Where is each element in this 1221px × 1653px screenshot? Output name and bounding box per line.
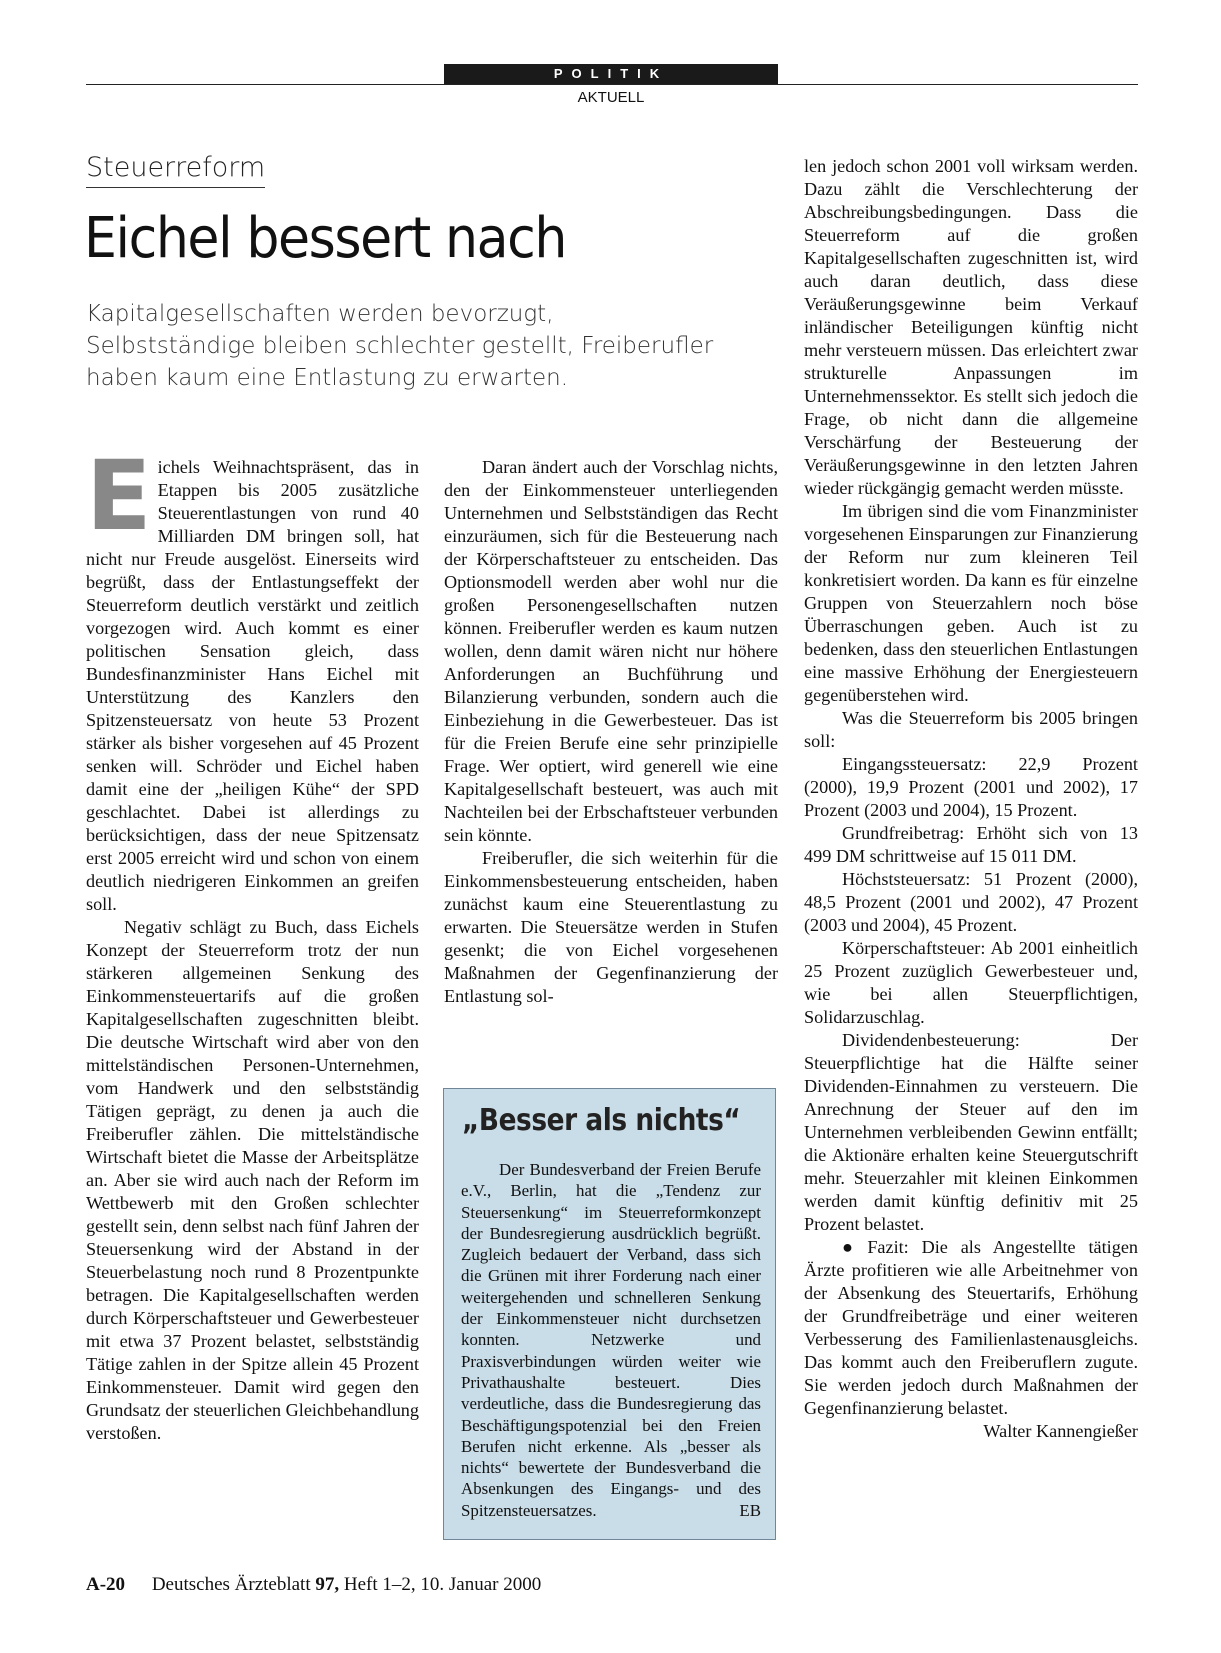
journal-name: Deutsches Ärzteblatt bbox=[151, 1574, 311, 1595]
journal-volume: 97, bbox=[315, 1574, 340, 1595]
article-paragraph: len jedoch schon 2001 voll wirksam werden. Dazu zählt die Verschlechterung der Abschreibungsbedingungen. Dass die Steuerreform auf die großen Kapitalgesellschaften zugeschnitten ist, wird auch daran deutlich, dass diese Veräußerungsgewinne beim Verkauf inländischer Beteiligungen künftig nicht mehr versteuern müssen. Das erleichtert zwar strukturelle Anpassungen im Unternehmenssektor. Es stellt sich jedoch die Frage, ob nicht dann die allgemeine Verschärfung der Besteuerung der Veräußerungsgewinne in den letzten Jahren wieder rückgängig gemacht werden müsste. bbox=[804, 156, 1138, 498]
article-paragraph: Freiberufler, die sich weiterhin für die Einkommensbesteuerung entscheiden, haben zunächst kaum eine Steuerentlastung zu erwarten. Die Steuersätze werden in Stufen gesenkt; die von Eichel vorgesehenen Maßnahmen der Gegenfinanzierung der Entlastung sol- bbox=[444, 848, 778, 1006]
sidebar-title: „Besser als nichts“ bbox=[462, 1103, 741, 1138]
sidebar-text: Der Bundesverband der Freien Berufe e.V., Berlin, hat die „Tendenz zur Steuersenkung“ im Steuerreformkonzept der Bundesregierung ausdrücklich begrüßt. Zugleich bedauert der Verband, dass sich die Grünen mit ihrer Forderung nach einer weitergehenden und schnelleren Senkung der Einkommensteuer nicht durchsetzen konnten. Netzwerke und Praxisverbindungen würden weiter wie Privathaushalte besteuert. Dies verdeutliche, dass die Bundesregierung das Beschäftigungspotenzial bei den Freien Berufen nicht erkenne. Als „besser als nichts“ bewertete der Bundesverband die Absenkungen des Eingangs- und des Spitzensteuersatzes. bbox=[461, 1160, 761, 1520]
article-column-3 bbox=[804, 155, 1138, 1443]
sidebar-signature: EB bbox=[739, 1500, 761, 1520]
sidebar-box bbox=[443, 1088, 776, 1540]
article-paragraph: Körperschaftsteuer: Ab 2001 einheitlich 25 Prozent zuzüglich Gewerbesteuer und, wie bei allen Steuerpflichtigen, Solidarzuschlag. bbox=[804, 938, 1138, 1027]
article-paragraph: Grundfreibetrag: Erhöht sich von 13 499 DM schrittweise auf 15 011 DM. bbox=[804, 823, 1138, 866]
article-paragraph: ● Fazit: Die als Angestellte tätigen Ärzte profitieren wie alle Arbeitnehmer von der Absenkung des Steuertarifs, Erhöhung der Grundfreibeträge und einer weiteren Verbesserung des Familienlastenausgleichs. Das kommt auch den Freiberuflern zugute. Sie werden jedoch durch Maßnahmen der Gegenfinanzierung belastet. Walter Kannengießer bbox=[804, 1237, 1138, 1441]
article-headline: Eichel bessert nach bbox=[84, 206, 566, 271]
article-paragraph: Eichels Weihnachtspräsent, das in Etappen bis 2005 zusätzliche Steuerentlastungen von rund 40 Milliarden DM bringen soll, hat nicht nur Freude ausgelöst. Einerseits wird begrüßt, dass der Entlastungseffekt der Steuerreform deutlich verstärkt und zeitlich vorgezogen wird. Auch kommt es einer politischen Sensation gleich, dass Bundesfinanzminister Hans Eichel mit Unterstützung des Kanzlers den Spitzensteuersatz von heute 53 Prozent stärker als bisher vorgesehen auf 45 Prozent senken will. Schröder und Eichel haben damit eine der „heiligen Kühe“ der SPD geschlachtet. Dabei ist allerdings zu berücksichtigen, dass der neue Spitzensatz erst 2005 erreicht wird und schon von einem deutlich niedrigeren Einkommen an greifen soll. bbox=[86, 440, 419, 914]
author-signature: Walter Kannengießer bbox=[983, 1421, 1138, 1441]
journal-issue: Heft 1–2, 10. Januar 2000 bbox=[343, 1574, 542, 1595]
article-kicker: Steuerreform bbox=[86, 152, 265, 188]
article-deck: Kapitalgesellschaften werden bevorzugt, Selbstständige bleiben schlechter gestellt, Freiberufler haben kaum eine Entlastung zu erwarten. bbox=[86, 301, 714, 391]
drop-cap: E bbox=[86, 440, 152, 552]
article-column-1 bbox=[86, 440, 419, 1445]
article-paragraph: Höchststeuersatz: 51 Prozent (2000), 48,5 Prozent (2001 und 2002), 47 Prozent (2003 und 2004), 45 Prozent. bbox=[804, 869, 1138, 935]
article-column-2 bbox=[444, 456, 778, 1008]
article-paragraph: Dividendenbesteuerung: Der Steuerpflichtige hat die Hälfte seiner Dividenden-Einnahmen zu versteuern. Die Anrechnung der Steuer auf den im Unternehmen verbleibenden Gewinn entfällt; die Aktionäre erhalten keine Steuergutschrift mehr. Steuerzahler mit kleinen Einkommen werden damit künftig definitiv mit 25 Prozent belastet. bbox=[804, 1030, 1138, 1234]
header-rule bbox=[86, 84, 1138, 85]
article-paragraph: Im übrigen sind die vom Finanzminister vorgesehenen Einsparungen zur Finanzierung der Reform nur zum kleineren Teil konkretisiert worden. Da kann es für einzelne Gruppen von Steuerzahlern noch böse Überraschungen geben. Auch ist zu bedenken, dass den steuerlichen Entlastungen eine massive Erhöhung der Energiesteuern gegenüberstehen wird. bbox=[804, 501, 1138, 705]
article-paragraph: Eingangssteuersatz: 22,9 Prozent (2000), 19,9 Prozent (2001 und 2002), 17 Prozent (2003 und 2004), 15 Prozent. bbox=[804, 754, 1138, 820]
page-number: A-20 bbox=[86, 1574, 126, 1595]
page-footer bbox=[86, 1574, 541, 1596]
article-paragraph: Was die Steuerreform bis 2005 bringen soll: bbox=[804, 708, 1138, 751]
article-paragraph: Daran ändert auch der Vorschlag nichts, den der Einkommensteuer unterliegenden Unternehmen und Selbstständigen das Recht einzuräumen, sich für die Besteuerung nach der Körperschaftsteuer zu entscheiden. Das Optionsmodell werden aber wohl nur die großen Personengesellschaften nutzen können. Freiberufler werden es kaum nutzen wollen, denn damit wären nicht nur höhere Anforderungen an Buchführung und Bilanzierung verbunden, sondern auch die Einbeziehung in die Gewerbesteuer. Das ist für die Freien Berufe eine sehr prinzipielle Frage. Wer optiert, wird generell wie eine Kapitalgesellschaft besteuert, was auch mit Nachteilen bei der Erbschaftsteuer verbunden sein könnte. bbox=[444, 457, 778, 845]
bullet-icon: ● bbox=[842, 1237, 862, 1257]
section-label: POLITIK bbox=[444, 64, 778, 84]
subsection-label: AKTUELL bbox=[577, 89, 645, 106]
sidebar-body bbox=[461, 1159, 761, 1521]
article-paragraph: Negativ schlägt zu Buch, dass Eichels Konzept der Steuerreform trotz der nun stärkeren allgemeinen Senkung des Einkommensteuertarifs auf die großen Kapitalgesellschaften zugeschnitten bleibt. Die deutsche Wirtschaft wird aber von den mittelständischen Personen-Unternehmen, vom Handwerk und den selbstständig Tätigen geprägt, zu denen ja auch die Freiberufler zählen. Die mittelständische Wirtschaft bietet die Masse der Arbeitsplätze an. Aber sie wird auch nach der Reform im Wettbewerb mit den Großen schlechter gestellt sein, denn selbst nach fünf Jahren der Steuersenkung wird der Abstand in der Steuerbelastung noch rund 8 Prozentpunkte betragen. Die Kapitalgesellschaften werden durch Körperschaftsteuer und Gewerbesteuer mit etwa 37 Prozent belastet, selbstständig Tätige zahlen in der Spitze allein 45 Prozent Einkommensteuer. Damit wird gegen den Grundsatz der steuerlichen Gleichbehandlung verstoßen. bbox=[86, 917, 419, 1443]
